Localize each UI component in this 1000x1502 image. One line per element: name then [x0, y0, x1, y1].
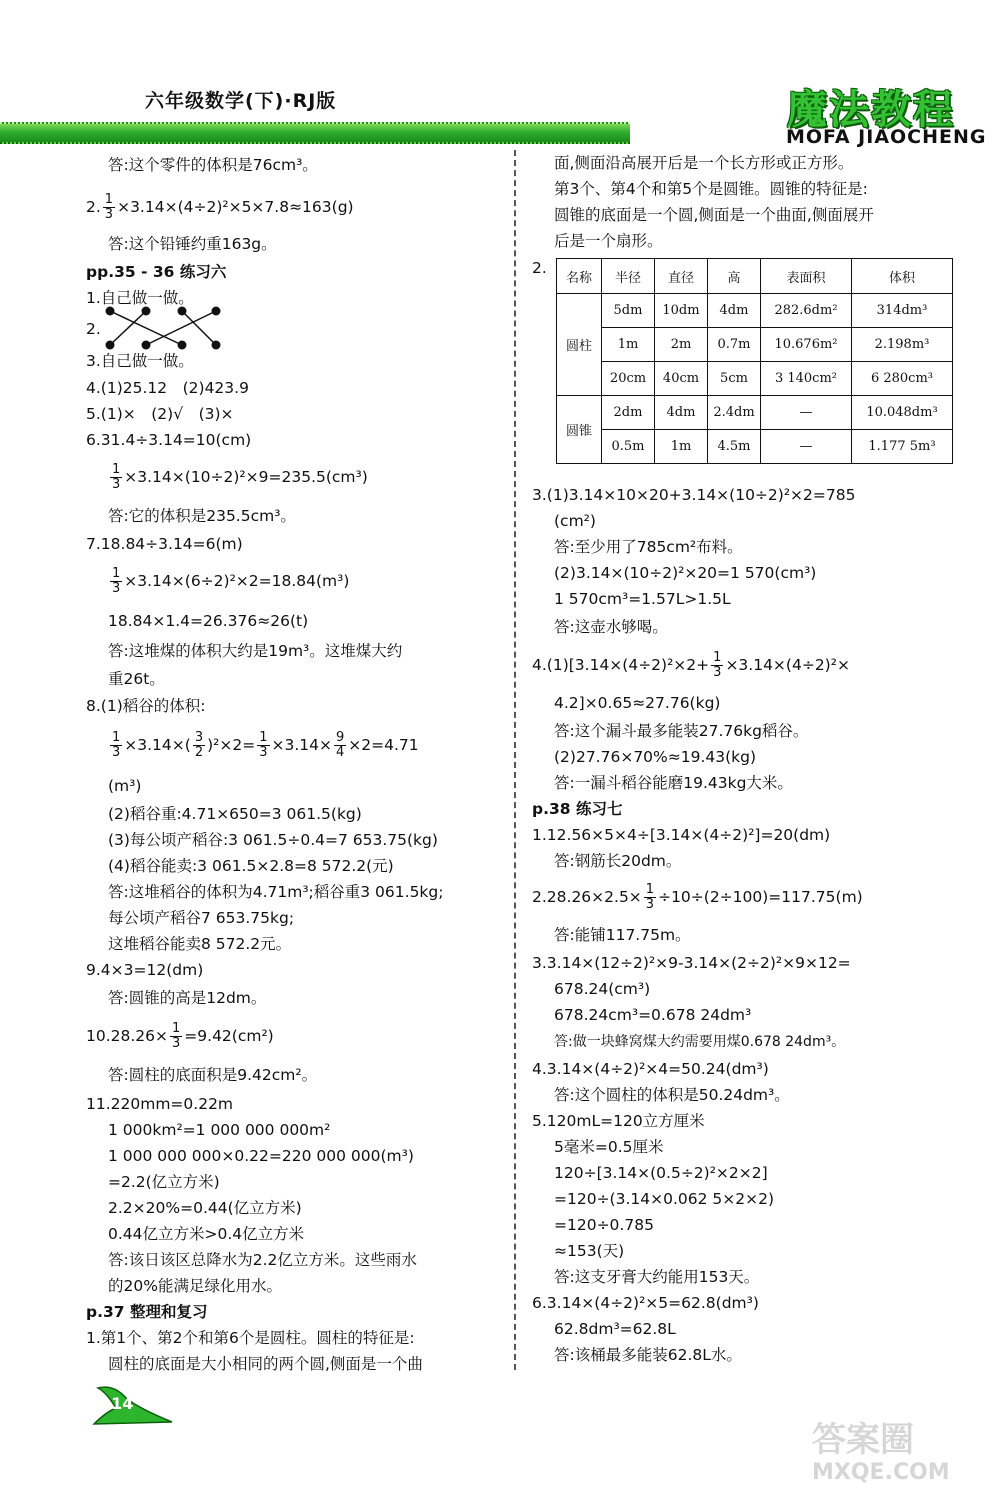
- solution-line: $\frac{1}{3}$ ×3.14×( $\frac{3}{2}$ )²×2= $\frac{1}{3}$ ×3.14× $\frac{9}{4}$ ×2=4.71: [112, 730, 419, 760]
- solution-line: $\frac{1}{3}$ ×3.14×(6÷2)²×2=18.84(m³): [112, 566, 350, 596]
- table-cell: 0.7m: [708, 328, 761, 362]
- table-cell: 1m: [655, 430, 708, 464]
- solution-line: 7.18.84÷3.14=6(m): [86, 535, 243, 553]
- solution-line: 面,侧面沿高展开后是一个长方形或正方形。: [554, 154, 854, 172]
- solution-line: 678.24(cm³): [554, 980, 651, 998]
- row-group-label: 圆锥: [557, 396, 602, 464]
- table-cell: 282.6dm²: [761, 294, 852, 328]
- table-cell: 4dm: [655, 396, 708, 430]
- table-cell: 1.177 5m³: [852, 430, 953, 464]
- answer-line: 答:这支牙膏大约能用153天。: [554, 1268, 760, 1286]
- answer-line: 答:这壶水够喝。: [554, 618, 668, 636]
- solution-line: 3.自己做一做。: [86, 352, 194, 370]
- cylinder-cone-table: [556, 258, 953, 464]
- solution-line: 2.: [532, 259, 547, 277]
- solution-line: 1 000km²=1 000 000 000m²: [108, 1121, 331, 1139]
- fraction: $\frac{1}{3}$: [172, 1021, 181, 1051]
- answer-line: 答:至少用了785cm²布料。: [554, 538, 743, 556]
- solution-line: (2)27.76×70%≈19.43(kg): [554, 748, 757, 766]
- solution-line: 678.24cm³=0.678 24dm³: [554, 1006, 752, 1024]
- match-dot: [106, 307, 115, 316]
- answer-line: 答:该桶最多能装62.8L水。: [554, 1346, 742, 1364]
- solution-line: 1 000 000 000×0.22=220 000 000(m³): [108, 1147, 414, 1165]
- match-line: [110, 311, 182, 345]
- solution-line: 5.120mL=120立方厘米: [532, 1112, 705, 1130]
- solution-line: 2.2×20%=0.44(亿立方米): [108, 1199, 302, 1217]
- solution-line: 4.2]×0.65≈27.76(kg): [554, 694, 721, 712]
- solution-line: (4)稻谷能卖:3 061.5×2.8=8 572.2(元): [108, 857, 394, 875]
- match-line: [146, 311, 216, 345]
- table-row: [557, 362, 953, 396]
- header-stripe: [0, 122, 630, 144]
- table-cell: 6 280cm³: [852, 362, 953, 396]
- solution-line: 6.31.4÷3.14=10(cm): [86, 431, 252, 449]
- fraction: $\frac{1}{3}$: [645, 882, 655, 912]
- solution-line: 后是一个扇形。: [554, 232, 663, 250]
- solution-line: 1.第1个、第2个和第6个是圆柱。圆柱的特征是:: [86, 1329, 415, 1347]
- table-cell: 5dm: [602, 294, 655, 328]
- table-cell: 314dm³: [852, 294, 953, 328]
- solution-line: 5毫米=0.5厘米: [554, 1138, 664, 1156]
- table-header: 直径: [655, 259, 708, 294]
- table-header: 表面积: [761, 259, 852, 294]
- table-cell: 4dm: [708, 294, 761, 328]
- answer-line: 这堆稻谷能卖8 572.2元。: [108, 935, 292, 953]
- fraction: $\frac{1}{3}$: [104, 192, 114, 222]
- section-heading: pp.35 - 36 练习六: [86, 263, 227, 281]
- table-row: [557, 396, 953, 430]
- solution-line: (2)稻谷重:4.71×650=3 061.5(kg): [108, 805, 362, 823]
- answer-line: 答:圆柱的底面积是9.42cm²。: [108, 1066, 318, 1084]
- match-dot: [142, 341, 151, 350]
- table-cell: 10.048dm³: [852, 396, 953, 430]
- fraction: $\frac{3}{2}$: [194, 730, 204, 760]
- answer-line: 答:这个漏斗最多能装27.76kg稻谷。: [554, 722, 809, 740]
- answer-line: 答:这个零件的体积是76cm³。: [108, 156, 318, 174]
- table-cell: 10.676m²: [761, 328, 852, 362]
- table-cell: 2m: [655, 328, 708, 362]
- solution-line: 4.(1)25.12 (2)423.9: [86, 379, 249, 397]
- fraction: $\frac{1}{3}$: [112, 730, 121, 760]
- solution-line: ≈153(天): [554, 1242, 625, 1260]
- solution-line: 1 570cm³=1.57L>1.5L: [554, 590, 731, 608]
- table-cell: 0.5m: [602, 430, 655, 464]
- solution-line: 4.3.14×(4÷2)²×4=50.24(dm³): [532, 1060, 769, 1078]
- answer-line: 答:一漏斗稻谷能磨19.43kg大米。: [554, 774, 793, 792]
- answer-line: 答:做一块蜂窝煤大约需要用煤0.678 24dm³。: [554, 1034, 846, 1050]
- answer-line: 答:这个圆柱的体积是50.24dm³。: [554, 1086, 790, 1104]
- match-dot: [178, 307, 187, 316]
- solution-line: 6.3.14×(4÷2)²×5=62.8(dm³): [532, 1294, 759, 1312]
- solution-line: 圆柱的底面是大小相同的两个圆,侧面是一个曲: [108, 1355, 423, 1373]
- solution-line: (m³): [108, 777, 142, 795]
- solution-line: =2.2(亿立方米): [108, 1173, 220, 1191]
- answer-line: 答:该日该区总降水为2.2亿立方米。这些雨水: [108, 1251, 417, 1269]
- watermark-logo: 答案圈: [812, 1420, 914, 1460]
- match-dot: [212, 341, 221, 350]
- match-dot: [106, 341, 115, 350]
- solution-line: (cm²): [554, 512, 596, 530]
- solution-line: 3.(1)3.14×10×20+3.14×(10÷2)²×2=785: [532, 486, 856, 504]
- fraction: $\frac{1}{3}$: [259, 730, 268, 760]
- solution-line: 120÷[3.14×(0.5÷2)²×2×2]: [554, 1164, 768, 1182]
- solution-line: 2.28.26×2.5× $\frac{1}{3}$ ÷10÷(2÷100)=117.75(m): [532, 882, 863, 912]
- match-dot: [142, 307, 151, 316]
- brand-logo: 魔法教程: [787, 87, 955, 133]
- solution-line: 18.84×1.4=26.376≈26(t): [108, 612, 309, 630]
- table-cell: 2.4dm: [708, 396, 761, 430]
- match-dot: [178, 341, 187, 350]
- table-cell: 5cm: [708, 362, 761, 396]
- answer-line: 答:这堆稻谷的体积为4.71m³;稻谷重3 061.5kg;: [108, 883, 444, 901]
- solution-line: (2)3.14×(10÷2)²×20=1 570(cm³): [554, 564, 817, 582]
- solution-line: 3.3.14×(12÷2)²×9-3.14×(2÷2)²×9×12=: [532, 954, 851, 972]
- solution-line: 62.8dm³=62.8L: [554, 1320, 676, 1338]
- table-cell: 3 140cm²: [761, 362, 852, 396]
- fraction: $\frac{1}{3}$: [112, 462, 121, 492]
- solution-line: 10.28.26× $\frac{1}{3}$ =9.42(cm²): [86, 1021, 274, 1051]
- answer-line: 的20%能满足绿化用水。: [108, 1277, 282, 1295]
- solution-line: 2.: [86, 320, 101, 338]
- table-header: 高: [708, 259, 761, 294]
- answer-line: 答:它的体积是235.5cm³。: [108, 507, 296, 525]
- table-header: 半径: [602, 259, 655, 294]
- table-cell: —: [761, 396, 852, 430]
- table-cell: 20cm: [602, 362, 655, 396]
- solution-line: =120÷0.785: [554, 1216, 654, 1234]
- table-cell: 10dm: [655, 294, 708, 328]
- column-divider: [514, 150, 516, 1370]
- match-line: [182, 311, 216, 345]
- table-row: [557, 430, 953, 464]
- solution-line: 4.(1)[3.14×(4÷2)²×2+ $\frac{1}{3}$ ×3.14×(4÷2)²×: [532, 650, 850, 680]
- solution-line: $\frac{1}{3}$ ×3.14×(10÷2)²×9=235.5(cm³): [112, 462, 368, 492]
- table-cell: 2.198m³: [852, 328, 953, 362]
- match-line: [110, 311, 146, 345]
- answer-line: 重26t。: [108, 670, 165, 688]
- table-cell: —: [761, 430, 852, 464]
- table-row: [557, 328, 953, 362]
- answer-line: 答:这个铅锤约重163g。: [108, 235, 277, 253]
- table-cell: 2dm: [602, 396, 655, 430]
- solution-line: 第3个、第4个和第5个是圆锥。圆锥的特征是:: [554, 180, 868, 198]
- brand-subtitle: MOFA JIAOCHENG: [786, 126, 987, 148]
- section-heading: p.37 整理和复习: [86, 1303, 208, 1321]
- answer-line: 答:圆锥的高是12dm。: [108, 989, 267, 1007]
- table-cell: 4.5m: [708, 430, 761, 464]
- section-heading: p.38 练习七: [532, 800, 623, 818]
- row-group-label: 圆柱: [557, 294, 602, 396]
- solution-line: (3)每公顷产稻谷:3 061.5÷0.4=7 653.75(kg): [108, 831, 438, 849]
- solution-line: 5.(1)× (2)√ (3)×: [86, 405, 234, 423]
- solution-line: 1.12.56×5×4÷[3.14×(4÷2)²]=20(dm): [532, 826, 831, 844]
- matching-diagram: [104, 303, 224, 353]
- solution-line: 11.220mm=0.22m: [86, 1095, 234, 1113]
- fraction: $\frac{1}{3}$: [713, 650, 722, 680]
- answer-line: 答:钢筋长20dm。: [554, 852, 682, 870]
- page-number: 114: [100, 1394, 134, 1413]
- solution-line: =120÷(3.14×0.062 5×2×2): [554, 1190, 775, 1208]
- answer-line: 答:能铺117.75m。: [554, 926, 691, 944]
- table-header-row: [557, 259, 953, 294]
- table-cell: 40cm: [655, 362, 708, 396]
- solution-line: 8.(1)稻谷的体积:: [86, 697, 206, 715]
- table-header: 体积: [852, 259, 953, 294]
- table-header: 名称: [557, 259, 602, 294]
- answer-line: 答:这堆煤的体积大约是19m³。这堆煤大约: [108, 642, 403, 660]
- solution-line: 2. $\frac{1}{3}$ ×3.14×(4÷2)²×5×7.8≈163(g): [86, 192, 354, 222]
- solution-line: 1.自己做一做。: [86, 289, 194, 307]
- solution-line: 圆锥的底面是一个圆,侧面是一个曲面,侧面展开: [554, 206, 874, 224]
- answer-line: 每公顷产稻谷7 653.75kg;: [108, 909, 295, 927]
- solution-line: 0.44亿立方米>0.4亿立方米: [108, 1225, 305, 1243]
- table-row: [557, 294, 953, 328]
- fraction: $\frac{9}{4}$: [336, 730, 345, 760]
- book-title: 六年级数学(下)·RJ版: [145, 90, 337, 112]
- fraction: $\frac{1}{3}$: [112, 566, 121, 596]
- match-dot: [212, 307, 221, 316]
- solution-line: 9.4×3=12(dm): [86, 961, 204, 979]
- table-cell: 1m: [602, 328, 655, 362]
- watermark-url: MXQE.COM: [812, 1460, 950, 1485]
